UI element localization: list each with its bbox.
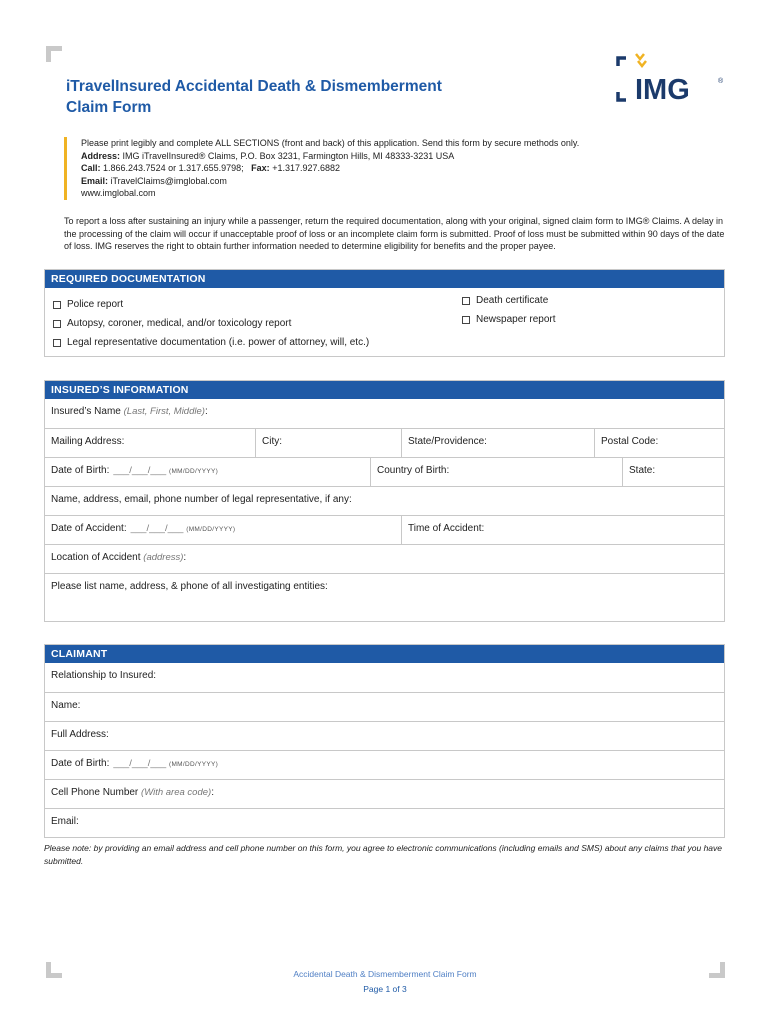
insured-dob-field[interactable]: Date of Birth: ___/___/___ (MM/DD/YYYY)	[51, 465, 219, 476]
doc-newspaper-report[interactable]: Newspaper report	[462, 314, 555, 325]
city-field[interactable]: City:	[255, 429, 401, 457]
img-logo	[614, 52, 726, 104]
relationship-row	[45, 663, 724, 692]
doc-legal-representative[interactable]: Legal representative documentation (i.e. power of attorney, will, etc.)	[53, 337, 369, 348]
form-title	[66, 76, 486, 118]
claimant-name-row	[45, 692, 724, 721]
claimant-dob-row	[45, 750, 724, 779]
checkbox[interactable]	[462, 297, 470, 305]
email-line: Email: iTravelClaims@imglobal.com	[81, 175, 227, 186]
location-of-accident-field[interactable]: Location of Accident (address):	[51, 552, 187, 563]
doc-death-certificate[interactable]: Death certificate	[462, 295, 548, 306]
postal-code-field[interactable]: Postal Code:	[594, 429, 724, 457]
heart-chevron-icon	[636, 54, 646, 66]
section-header: INSURED’S INFORMATION	[45, 381, 724, 399]
section-header: REQUIRED DOCUMENTATION	[45, 270, 724, 288]
title-line-1: iTravelInsured Accidental Death & Dismemberment	[66, 78, 442, 95]
location-row	[45, 544, 724, 573]
claimant-email-row	[45, 808, 724, 837]
claimant-email-field[interactable]: Email:	[51, 816, 79, 827]
title-line-2: Claim Form	[66, 99, 152, 116]
claimant-section	[44, 644, 725, 838]
consent-note: Please note: by providing an email address and cell phone number on this form, you agree to electronic communications (including emails and SMS) about any claims that you have submitted.	[44, 843, 723, 866]
full-address-row	[45, 721, 724, 750]
cell-phone-field[interactable]: Cell Phone Number (With area code):	[51, 787, 214, 798]
date-of-accident-field[interactable]: Date of Accident: ___/___/___ (MM/DD/YYYY)	[51, 523, 236, 534]
mailing-address-field[interactable]: Mailing Address:	[51, 436, 125, 447]
doc-police-report[interactable]: Police report	[53, 299, 123, 310]
mailing-address-row	[45, 428, 724, 457]
birth-info-row	[45, 457, 724, 486]
claimant-fields	[45, 663, 724, 837]
legal-representative-field[interactable]: Name, address, email, phone number of legal representative, if any:	[51, 494, 352, 505]
footer-form-name: Accidental Death & Dismemberment Claim Form	[293, 969, 477, 979]
logo-bracket-bottom	[618, 92, 626, 100]
claimant-dob-field[interactable]: Date of Birth: ___/___/___ (MM/DD/YYYY)	[51, 758, 219, 769]
phone-fax-line: Call: 1.866.243.7524 or 1.317.655.9798; Fax: +1.317.927.6882	[81, 163, 341, 174]
checkbox[interactable]	[462, 316, 470, 324]
investigating-row	[45, 573, 724, 621]
investigating-entities-field[interactable]: Please list name, address, & phone of all investigating entities:	[51, 581, 328, 592]
state-field[interactable]: State:	[622, 458, 724, 486]
checkbox[interactable]	[53, 320, 61, 328]
logo-bracket-top	[618, 58, 626, 66]
page-number: Page 1 of 3	[363, 984, 407, 994]
insured-fields	[45, 399, 724, 621]
accident-date-row	[45, 515, 724, 544]
time-of-accident-field[interactable]: Time of Accident:	[401, 516, 724, 544]
claimant-name-field[interactable]: Name:	[51, 700, 81, 711]
insured-information-section	[44, 380, 725, 622]
documentation-checklist	[45, 288, 724, 356]
logo-wordmark: IMG	[635, 74, 690, 104]
required-documentation-section	[44, 269, 725, 357]
intro-paragraph: To report a loss after sustaining an injury while a passenger, return the required documentation, along with your original, signed claim form to IMG® Claims. A delay in the processing of the claim will occur if unacceptable proof of loss or an incomplete claim form is submitted. Proof of loss must be submitted within 90 days of the date of loss. IMG reserves the right to obtain further information needed to determine eligibility for benefits and the proper payee.	[64, 216, 725, 252]
insured-name-row[interactable]	[45, 399, 724, 428]
insured-name-field[interactable]: Insured’s Name (Last, First, Middle):	[51, 406, 208, 417]
address-line: Address: IMG iTravelInsured® Claims, P.O. Box 3231, Farmington Hills, MI 48333-3231 USA	[81, 150, 455, 161]
cell-phone-row	[45, 779, 724, 808]
state-province-field[interactable]: State/Providence:	[401, 429, 594, 457]
registered-mark: ®	[718, 78, 724, 85]
relationship-field[interactable]: Relationship to Insured:	[51, 670, 157, 681]
contact-block	[64, 137, 579, 200]
legal-rep-row	[45, 486, 724, 515]
website-line: www.imglobal.com	[81, 188, 156, 199]
corner-mark-top-left	[46, 46, 62, 62]
checkbox[interactable]	[53, 339, 61, 347]
doc-autopsy-report[interactable]: Autopsy, coroner, medical, and/or toxicology report	[53, 318, 291, 329]
section-header: CLAIMANT	[45, 645, 724, 663]
checkbox[interactable]	[53, 301, 61, 309]
instructions-line: Please print legibly and complete ALL SECTIONS (front and back) of this application. Send this form by secure methods only.	[81, 138, 580, 148]
full-address-field[interactable]: Full Address:	[51, 729, 109, 740]
country-of-birth-field[interactable]: Country of Birth:	[370, 458, 622, 486]
